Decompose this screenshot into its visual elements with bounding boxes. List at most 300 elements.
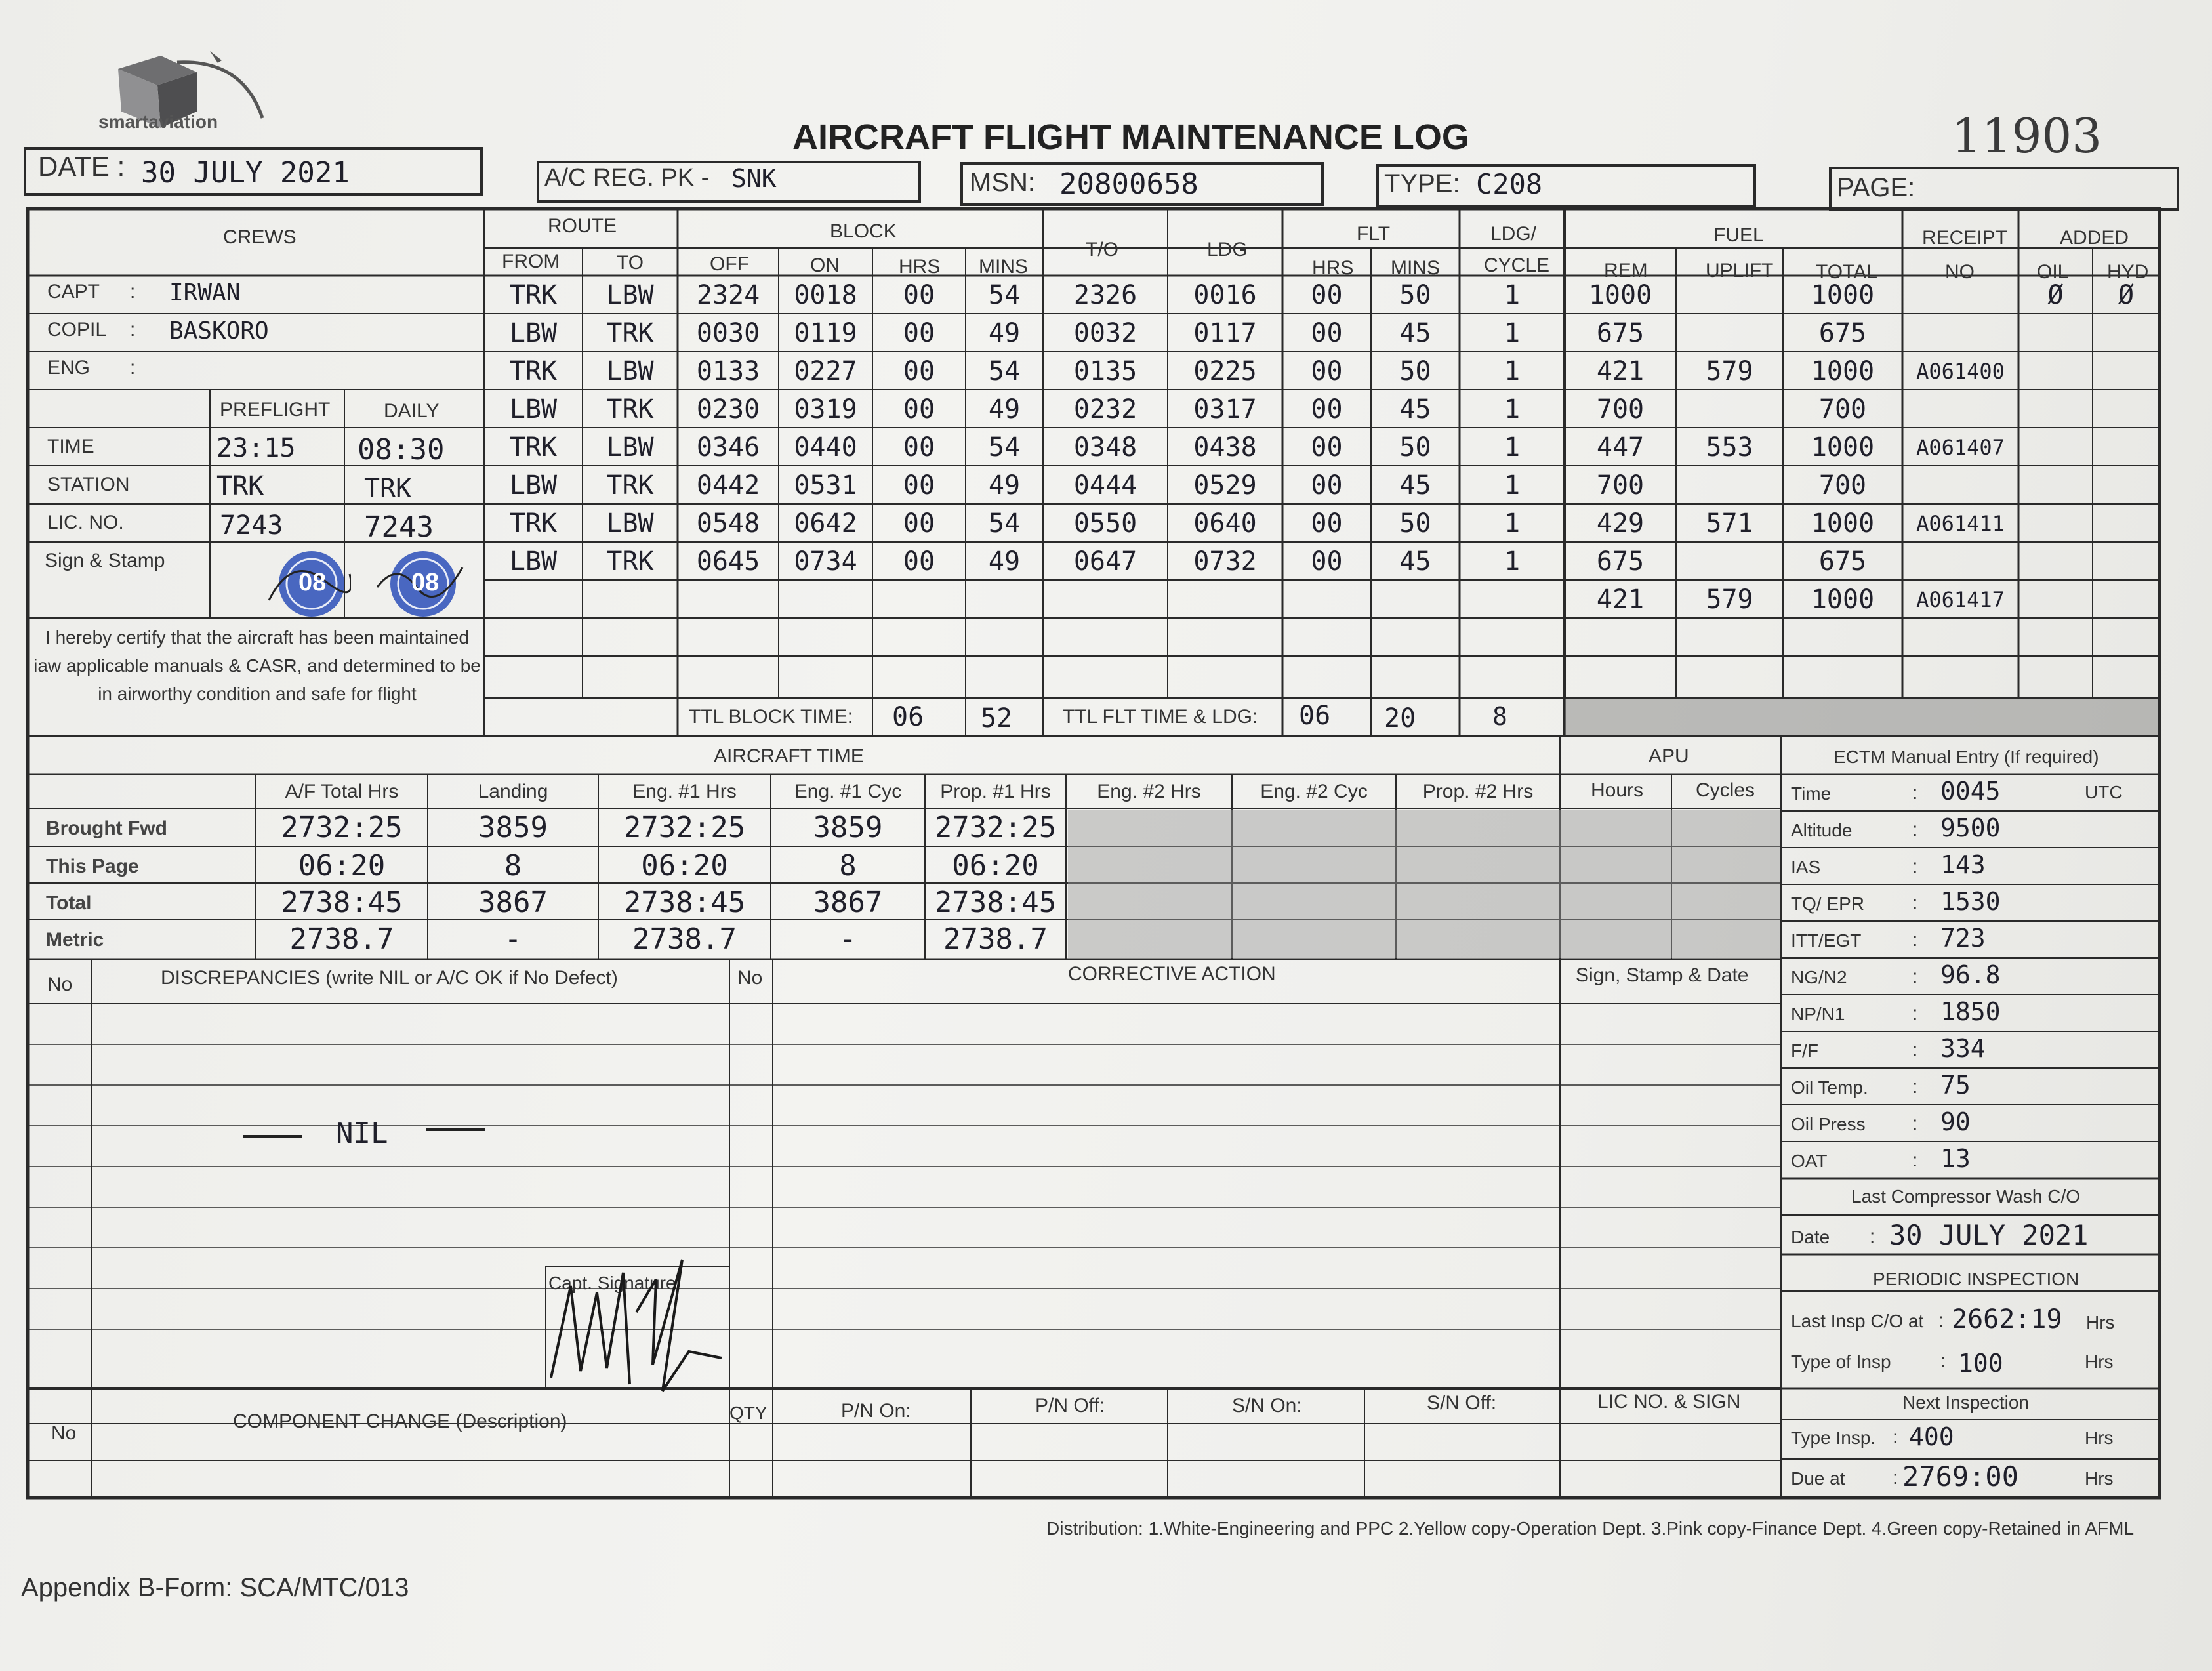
block-mins-heading: MINS: [979, 256, 1028, 278]
airworthiness-certification: I hereby certify that the aircraft has been maintained iaw applicable manuals & CASR, and determined to be in airworthy condition and safe for flight: [33, 627, 481, 704]
to-cell[interactable]: [583, 581, 678, 618]
hyd-added-cell[interactable]: [2093, 353, 2160, 390]
receipt-no-cell[interactable]: [1902, 315, 2018, 352]
flt-mins-cell[interactable]: 50: [1399, 432, 1431, 463]
date-field[interactable]: 30 JULY 2021: [141, 156, 350, 190]
takeoff-time-cell[interactable]: 0647: [1073, 547, 1137, 577]
ttl-block-mins[interactable]: 52: [981, 703, 1013, 733]
type-field[interactable]: C208: [1476, 168, 1543, 200]
receipt-no-cell[interactable]: [1902, 467, 2018, 504]
to-cell[interactable]: LBW: [606, 280, 654, 310]
hyd-added-cell[interactable]: [2093, 315, 2160, 352]
block-hrs-cell[interactable]: 00: [903, 356, 935, 386]
hyd-added-cell[interactable]: [2093, 581, 2160, 618]
block-off-cell[interactable]: 0346: [696, 432, 760, 463]
distribution-note: Distribution: 1.White-Engineering and PPC 2.Yellow copy-Operation Dept. 3.Pink copy-Finance Dept. 4.Green copy-Retained in AFML: [1046, 1518, 2135, 1538]
discrepancy-no-heading: No: [47, 974, 73, 995]
aircraft-time-value[interactable]: 8: [839, 848, 857, 882]
oil-added-cell[interactable]: [2018, 505, 2093, 542]
ldg-cycle-cell[interactable]: [1460, 581, 1565, 618]
ttl-flt-mins[interactable]: 20: [1384, 703, 1416, 733]
aircraft-time-value[interactable]: 2732:25: [934, 810, 1057, 844]
from-cell[interactable]: TRK: [509, 508, 558, 539]
hyd-added-cell[interactable]: Ø: [2118, 280, 2135, 310]
flt-heading: FLT: [1357, 223, 1391, 245]
fuel-rem-cell[interactable]: 421: [1596, 356, 1645, 386]
flt-hrs-cell[interactable]: 00: [1311, 318, 1343, 348]
block-mins-cell[interactable]: 54: [988, 356, 1021, 386]
to-cell[interactable]: LBW: [606, 432, 654, 463]
landing-time-cell[interactable]: 0016: [1193, 280, 1257, 310]
takeoff-heading: T/O: [1086, 239, 1118, 260]
pn-off-heading: P/N Off:: [1035, 1395, 1105, 1416]
fuel-total-cell[interactable]: 1000: [1811, 432, 1875, 463]
aircraft-time-value[interactable]: 2732:25: [281, 810, 403, 844]
block-on-cell[interactable]: 0119: [794, 318, 857, 348]
capt-colon: :: [130, 281, 136, 302]
fuel-uplift-cell[interactable]: [1676, 543, 1783, 580]
takeoff-time-cell[interactable]: 0550: [1073, 508, 1137, 539]
fuel-rem-cell[interactable]: 1000: [1588, 280, 1652, 310]
receipt-no-cell[interactable]: A061411: [1916, 511, 2005, 536]
landing-time-cell[interactable]: 0640: [1193, 508, 1257, 539]
flt-hrs-cell[interactable]: [1282, 581, 1371, 618]
on-heading: ON: [810, 255, 840, 276]
ectm-value[interactable]: 0045: [1940, 777, 2001, 806]
flt-mins-cell[interactable]: [1371, 581, 1460, 618]
aircraft-time-value[interactable]: 06:20: [641, 848, 728, 882]
off-heading: OFF: [710, 253, 749, 275]
fuel-heading: FUEL: [1713, 224, 1764, 246]
due-at-hrs: Hrs: [2085, 1468, 2114, 1489]
block-on-cell[interactable]: 0319: [794, 394, 857, 424]
block-on-cell[interactable]: [779, 581, 872, 618]
aircraft-time-heading: AIRCRAFT TIME: [714, 745, 864, 767]
from-cell[interactable]: LBW: [509, 547, 558, 577]
flt-hrs-cell[interactable]: 00: [1311, 280, 1343, 310]
ectm-label: TQ/ EPR: [1791, 894, 1865, 914]
ectm-value[interactable]: 9500: [1940, 814, 2001, 842]
apu-heading: APU: [1649, 745, 1689, 767]
ectm-colon: :: [1912, 1149, 1918, 1171]
takeoff-time-cell[interactable]: 2326: [1073, 280, 1137, 310]
aircraft-time-col-heading: A/F Total Hrs: [285, 781, 399, 802]
aircraft-time-value[interactable]: 3859: [813, 810, 883, 844]
type-insp-colon: :: [1940, 1350, 1946, 1372]
aircraft-time-value[interactable]: -: [504, 922, 522, 956]
fuel-rem-cell[interactable]: 429: [1596, 508, 1645, 539]
flt-hrs-cell[interactable]: 00: [1311, 508, 1343, 539]
apu-hours-heading: Hours: [1591, 779, 1644, 801]
from-cell[interactable]: TRK: [509, 356, 558, 386]
due-at-field[interactable]: 2769:00: [1902, 1460, 2019, 1493]
receipt-no-cell[interactable]: A061407: [1916, 435, 2005, 460]
next-type-label: Type Insp.: [1791, 1428, 1876, 1448]
flt-mins-cell[interactable]: 50: [1399, 508, 1431, 539]
flt-hrs-cell[interactable]: 00: [1311, 547, 1343, 577]
block-off-cell[interactable]: 0133: [696, 356, 760, 386]
date-label: DATE :: [38, 151, 125, 182]
block-off-cell[interactable]: 0030: [696, 318, 760, 348]
ldg-cycle-cell[interactable]: 1: [1504, 470, 1521, 501]
fuel-uplift-cell[interactable]: [1676, 315, 1783, 352]
aircraft-time-value[interactable]: 2738:45: [281, 885, 403, 919]
station-label: STATION: [47, 474, 130, 495]
ldg-cycle-cell[interactable]: 1: [1504, 394, 1521, 424]
nil-dash-right: [426, 1128, 485, 1131]
ectm-value[interactable]: 90: [1940, 1107, 1971, 1136]
rem-heading: REM: [1604, 260, 1648, 281]
fuel-uplift-cell[interactable]: [1676, 391, 1783, 428]
flt-hrs-cell[interactable]: 00: [1311, 432, 1343, 463]
block-on-cell[interactable]: 0531: [794, 470, 857, 501]
aircraft-time-col-heading: Eng. #1 Hrs: [632, 781, 737, 802]
block-off-cell[interactable]: 0548: [696, 508, 760, 539]
company-logo: [98, 46, 276, 144]
block-mins-cell[interactable]: [966, 581, 1043, 618]
aircraft-time-value[interactable]: 2738:45: [623, 885, 746, 919]
wash-date-label: Date: [1791, 1227, 1830, 1247]
fuel-rem-cell[interactable]: 421: [1596, 585, 1645, 615]
aircraft-time-col-heading: Prop. #1 Hrs: [940, 781, 1051, 802]
added-heading: ADDED: [2060, 227, 2129, 249]
takeoff-time-cell[interactable]: 0232: [1073, 394, 1137, 424]
type-insp-hrs: Hrs: [2085, 1351, 2114, 1372]
ectm-value[interactable]: 1530: [1940, 887, 2001, 916]
discrepancy-entry[interactable]: NIL: [336, 1117, 388, 1150]
flt-mins-cell[interactable]: 45: [1399, 547, 1431, 577]
receipt-no-cell[interactable]: A061400: [1916, 359, 2005, 384]
aircraft-time-value[interactable]: -: [839, 922, 857, 956]
msn-field[interactable]: 20800658: [1059, 167, 1198, 201]
receipt-no-cell[interactable]: A061417: [1916, 587, 2005, 612]
logo-text: smartaviation: [98, 112, 218, 132]
oil-added-cell[interactable]: [2018, 581, 2093, 618]
aircraft-time-value[interactable]: 3867: [813, 885, 883, 919]
flt-hrs-cell[interactable]: 00: [1311, 470, 1343, 501]
landing-time-cell[interactable]: 0317: [1193, 394, 1257, 424]
takeoff-time-cell[interactable]: 0032: [1073, 318, 1137, 348]
oil-added-cell[interactable]: [2018, 429, 2093, 466]
fuel-total-cell[interactable]: 700: [1818, 470, 1867, 501]
ttl-block-label: TTL BLOCK TIME:: [689, 706, 853, 728]
receipt-no-cell[interactable]: [1902, 277, 2018, 314]
fuel-uplift-cell[interactable]: 571: [1706, 508, 1753, 539]
aircraft-time-value[interactable]: 3867: [478, 885, 548, 919]
lic-sign-heading: LIC NO. & SIGN: [1597, 1391, 1741, 1413]
fuel-total-cell[interactable]: 1000: [1811, 508, 1875, 539]
due-at-label: Due at: [1791, 1468, 1845, 1489]
landing-time-cell[interactable]: [1168, 581, 1282, 618]
flt-mins-cell[interactable]: 45: [1399, 470, 1431, 501]
flt-hrs-cell[interactable]: 00: [1311, 394, 1343, 424]
fuel-rem-cell[interactable]: 700: [1596, 470, 1645, 501]
ectm-colon: :: [1912, 1039, 1918, 1061]
ectm-value[interactable]: 143: [1940, 850, 1986, 879]
aircraft-time-col-heading: Eng. #2 Hrs: [1097, 781, 1201, 802]
block-hrs-cell[interactable]: 00: [903, 432, 935, 463]
from-cell[interactable]: LBW: [509, 470, 558, 501]
component-change-heading: COMPONENT CHANGE (Description): [233, 1411, 567, 1432]
oil-added-cell[interactable]: [2018, 391, 2093, 428]
landing-time-cell[interactable]: 0732: [1193, 547, 1257, 577]
block-off-cell[interactable]: [678, 581, 779, 618]
ectm-label: NP/N1: [1791, 1004, 1845, 1024]
block-on-cell[interactable]: 0734: [794, 547, 857, 577]
next-type-field[interactable]: 400: [1909, 1422, 1954, 1451]
oil-added-cell[interactable]: [2018, 353, 2093, 390]
captain-signature-icon: [525, 1247, 735, 1404]
fuel-total-cell[interactable]: 1000: [1811, 280, 1875, 310]
ttl-flt-label: TTL FLT TIME & LDG:: [1063, 706, 1258, 728]
from-cell[interactable]: TRK: [509, 280, 558, 310]
from-cell[interactable]: TRK: [509, 432, 558, 463]
fuel-uplift-cell[interactable]: [1676, 277, 1783, 314]
daily-time[interactable]: 08:30: [358, 433, 445, 466]
ectm-value[interactable]: 723: [1940, 924, 1986, 953]
ectm-value[interactable]: 96.8: [1940, 960, 2001, 989]
from-cell[interactable]: LBW: [509, 394, 558, 424]
block-hrs-cell[interactable]: 00: [903, 508, 935, 539]
takeoff-time-cell[interactable]: [1043, 581, 1168, 618]
fuel-total-cell[interactable]: 1000: [1811, 356, 1875, 386]
preflight-lic[interactable]: 7243: [220, 510, 283, 541]
flt-mins-heading: MINS: [1391, 257, 1440, 279]
preflight-station[interactable]: TRK: [216, 471, 264, 501]
ectm-colon: :: [1912, 856, 1918, 877]
aircraft-time-value[interactable]: 2738.7: [289, 922, 394, 956]
copil-name[interactable]: BASKORO: [169, 318, 269, 344]
ectm-colon: :: [1912, 892, 1918, 914]
block-hrs-cell[interactable]: 00: [903, 394, 935, 424]
ttl-ldg[interactable]: 8: [1492, 702, 1507, 731]
from-cell[interactable]: [484, 581, 583, 618]
landing-time-cell[interactable]: 0117: [1193, 318, 1257, 348]
block-hrs-cell[interactable]: 00: [903, 470, 935, 501]
eng-colon: :: [130, 357, 136, 379]
type-insp-label: Type of Insp: [1791, 1351, 1891, 1372]
block-hrs-cell[interactable]: [872, 581, 966, 618]
aircraft-time-value[interactable]: 06:20: [298, 848, 386, 882]
receipt-heading-2: NO: [1945, 261, 1975, 283]
landing-heading: LDG: [1207, 239, 1248, 260]
block-mins-cell[interactable]: 54: [988, 432, 1021, 463]
ectm-heading: ECTM Manual Entry (If required): [1833, 747, 2099, 767]
block-mins-cell[interactable]: 54: [988, 280, 1021, 310]
landing-time-cell[interactable]: 0225: [1193, 356, 1257, 386]
block-hrs-heading: HRS: [899, 256, 941, 278]
aircraft-time-value[interactable]: 3859: [478, 810, 548, 844]
ectm-label: ITT/EGT: [1791, 930, 1862, 951]
block-mins-cell[interactable]: 49: [988, 470, 1021, 501]
next-inspection-heading: Next Inspection: [1902, 1392, 2029, 1413]
aircraft-time-value[interactable]: 2738.7: [632, 922, 737, 956]
fuel-rem-cell[interactable]: 675: [1596, 547, 1645, 577]
block-off-cell[interactable]: 0442: [696, 470, 760, 501]
block-mins-cell[interactable]: 49: [988, 318, 1021, 348]
preflight-time[interactable]: 23:15: [216, 433, 296, 463]
to-cell[interactable]: LBW: [606, 508, 654, 539]
fuel-uplift-cell[interactable]: 579: [1706, 356, 1753, 386]
ectm-label: OAT: [1791, 1151, 1828, 1171]
to-cell[interactable]: TRK: [606, 547, 654, 577]
fuel-total-cell[interactable]: 675: [1818, 318, 1867, 348]
oil-added-cell[interactable]: Ø: [2047, 280, 2064, 310]
copil-colon: :: [130, 319, 136, 340]
next-type-colon: :: [1893, 1426, 1898, 1448]
fuel-uplift-cell[interactable]: [1676, 467, 1783, 504]
ldg-cycle-heading-1: LDG/: [1490, 223, 1537, 245]
type-insp-field[interactable]: 100: [1958, 1349, 2003, 1378]
ectm-label: F/F: [1791, 1041, 1818, 1061]
daily-lic[interactable]: 7243: [364, 510, 434, 544]
hyd-added-cell[interactable]: [2093, 505, 2160, 542]
block-mins-cell[interactable]: 49: [988, 547, 1021, 577]
capt-name[interactable]: IRWAN: [169, 279, 241, 306]
ectm-label: Altitude: [1791, 820, 1853, 840]
block-on-cell[interactable]: 0440: [794, 432, 857, 463]
inspector-stamp-2: [377, 548, 469, 620]
ectm-value[interactable]: 334: [1940, 1034, 1986, 1063]
component-no-heading: No: [51, 1422, 77, 1444]
page-label: PAGE:: [1837, 173, 1915, 202]
block-hrs-cell[interactable]: 00: [903, 280, 935, 310]
hyd-added-cell[interactable]: [2093, 543, 2160, 580]
uplift-heading: UPLIFT: [1706, 260, 1774, 281]
ldg-cycle-cell[interactable]: 1: [1504, 318, 1521, 348]
ldg-cycle-cell[interactable]: 1: [1504, 547, 1521, 577]
ectm-value[interactable]: 13: [1940, 1144, 1971, 1173]
flt-mins-cell[interactable]: 50: [1399, 356, 1431, 386]
takeoff-time-cell[interactable]: 0135: [1073, 356, 1137, 386]
ectm-utc: UTC: [2085, 782, 2123, 802]
ectm-value[interactable]: 1850: [1940, 997, 2001, 1026]
fuel-total-cell[interactable]: 700: [1818, 394, 1867, 424]
oil-added-cell[interactable]: [2018, 467, 2093, 504]
due-at-colon: :: [1893, 1467, 1898, 1489]
block-off-cell[interactable]: 2324: [696, 280, 760, 310]
last-insp-label: Last Insp C/O at: [1791, 1311, 1924, 1331]
block-mins-cell[interactable]: 54: [988, 508, 1021, 539]
flt-mins-cell[interactable]: 50: [1399, 280, 1431, 310]
ectm-colon: :: [1912, 1002, 1918, 1024]
aircraft-time-value[interactable]: 2732:25: [623, 810, 746, 844]
sn-on-heading: S/N On:: [1232, 1395, 1302, 1416]
crews-heading: CREWS: [223, 226, 297, 248]
fuel-uplift-cell[interactable]: 553: [1706, 432, 1753, 463]
receipt-no-cell[interactable]: [1902, 391, 2018, 428]
block-on-cell[interactable]: 0227: [794, 356, 857, 386]
to-cell[interactable]: LBW: [606, 356, 654, 386]
daily-heading: DAILY: [384, 400, 440, 422]
fuel-total-cell[interactable]: 675: [1818, 547, 1867, 577]
block-hrs-cell[interactable]: 00: [903, 547, 935, 577]
discrepancies-heading: DISCREPANCIES (write NIL or A/C OK if No Defect): [161, 967, 618, 989]
hyd-heading: HYD: [2107, 261, 2149, 283]
to-cell[interactable]: TRK: [606, 394, 654, 424]
ldg-cycle-cell[interactable]: 1: [1504, 508, 1521, 539]
oil-added-cell[interactable]: [2018, 543, 2093, 580]
corrective-no-heading: No: [737, 967, 763, 989]
to-cell[interactable]: TRK: [606, 318, 654, 348]
ldg-cycle-cell[interactable]: 1: [1504, 280, 1521, 310]
total-heading: TOTAL: [1816, 261, 1877, 283]
ttl-block-hrs[interactable]: 06: [892, 702, 924, 732]
type-label: TYPE:: [1384, 169, 1460, 198]
fuel-uplift-cell[interactable]: 579: [1706, 585, 1753, 615]
stamp-text-1: 08: [298, 569, 327, 596]
block-on-cell[interactable]: 0018: [794, 280, 857, 310]
ldg-cycle-cell[interactable]: 1: [1504, 356, 1521, 386]
flt-mins-cell[interactable]: 45: [1399, 318, 1431, 348]
aircraft-time-value[interactable]: 06:20: [952, 848, 1039, 882]
sign-stamp-date-heading: Sign, Stamp & Date: [1576, 964, 1749, 986]
fuel-rem-cell[interactable]: 447: [1596, 432, 1645, 463]
block-off-cell[interactable]: 0645: [696, 547, 760, 577]
route-heading: ROUTE: [548, 215, 617, 237]
inspector-stamp-1: [266, 548, 351, 620]
receipt-no-cell[interactable]: [1902, 543, 2018, 580]
nil-dash-left: [243, 1135, 302, 1138]
landing-time-cell[interactable]: 0438: [1193, 432, 1257, 463]
wash-date-colon: :: [1870, 1226, 1875, 1247]
ldg-cycle-cell[interactable]: 1: [1504, 432, 1521, 463]
block-off-cell[interactable]: 0230: [696, 394, 760, 424]
block-on-cell[interactable]: 0642: [794, 508, 857, 539]
from-cell[interactable]: LBW: [509, 318, 558, 348]
oil-added-cell[interactable]: [2018, 315, 2093, 352]
oil-heading: OIL: [2037, 261, 2069, 283]
preflight-heading: PREFLIGHT: [220, 399, 331, 421]
daily-station[interactable]: TRK: [364, 474, 412, 504]
ectm-colon: :: [1912, 782, 1918, 804]
wash-date-field[interactable]: 30 JULY 2021: [1889, 1219, 2089, 1251]
reg-field[interactable]: SNK: [731, 164, 777, 193]
flt-hrs-cell[interactable]: 00: [1311, 356, 1343, 386]
flt-mins-cell[interactable]: 45: [1399, 394, 1431, 424]
fuel-rem-cell[interactable]: 700: [1596, 394, 1645, 424]
fuel-total-cell[interactable]: 1000: [1811, 585, 1875, 615]
ttl-flt-hrs[interactable]: 06: [1299, 701, 1331, 731]
eng-label: ENG: [47, 357, 91, 379]
aircraft-time-row-label: Total: [46, 892, 92, 914]
ectm-label: Oil Press: [1791, 1114, 1866, 1134]
ectm-value[interactable]: 75: [1940, 1071, 1971, 1100]
to-cell[interactable]: TRK: [606, 470, 654, 501]
block-mins-cell[interactable]: 49: [988, 394, 1021, 424]
block-hrs-cell[interactable]: 00: [903, 318, 935, 348]
hyd-added-cell[interactable]: [2093, 429, 2160, 466]
copil-label: COPIL: [47, 319, 107, 340]
hyd-added-cell[interactable]: [2093, 391, 2160, 428]
takeoff-time-cell[interactable]: 0444: [1073, 470, 1137, 501]
aircraft-time-value[interactable]: 8: [504, 848, 522, 882]
landing-time-cell[interactable]: 0529: [1193, 470, 1257, 501]
aircraft-time-col-heading: Eng. #2 Cyc: [1260, 781, 1368, 802]
takeoff-time-cell[interactable]: 0348: [1073, 432, 1137, 463]
fuel-rem-cell[interactable]: 675: [1596, 318, 1645, 348]
aircraft-time-value[interactable]: 2738.7: [943, 922, 1048, 956]
hyd-added-cell[interactable]: [2093, 467, 2160, 504]
ectm-colon: :: [1912, 966, 1918, 987]
aircraft-time-value[interactable]: 2738:45: [934, 885, 1057, 919]
compressor-wash-heading: Last Compressor Wash C/O: [1851, 1186, 2081, 1207]
form-title: AIRCRAFT FLIGHT MAINTENANCE LOG: [792, 117, 1469, 157]
to-heading: TO: [617, 252, 644, 274]
last-insp-field[interactable]: 2662:19: [1952, 1304, 2062, 1334]
corrective-action-heading: CORRECTIVE ACTION: [1068, 963, 1276, 985]
apu-cycles-heading: Cycles: [1696, 779, 1755, 801]
